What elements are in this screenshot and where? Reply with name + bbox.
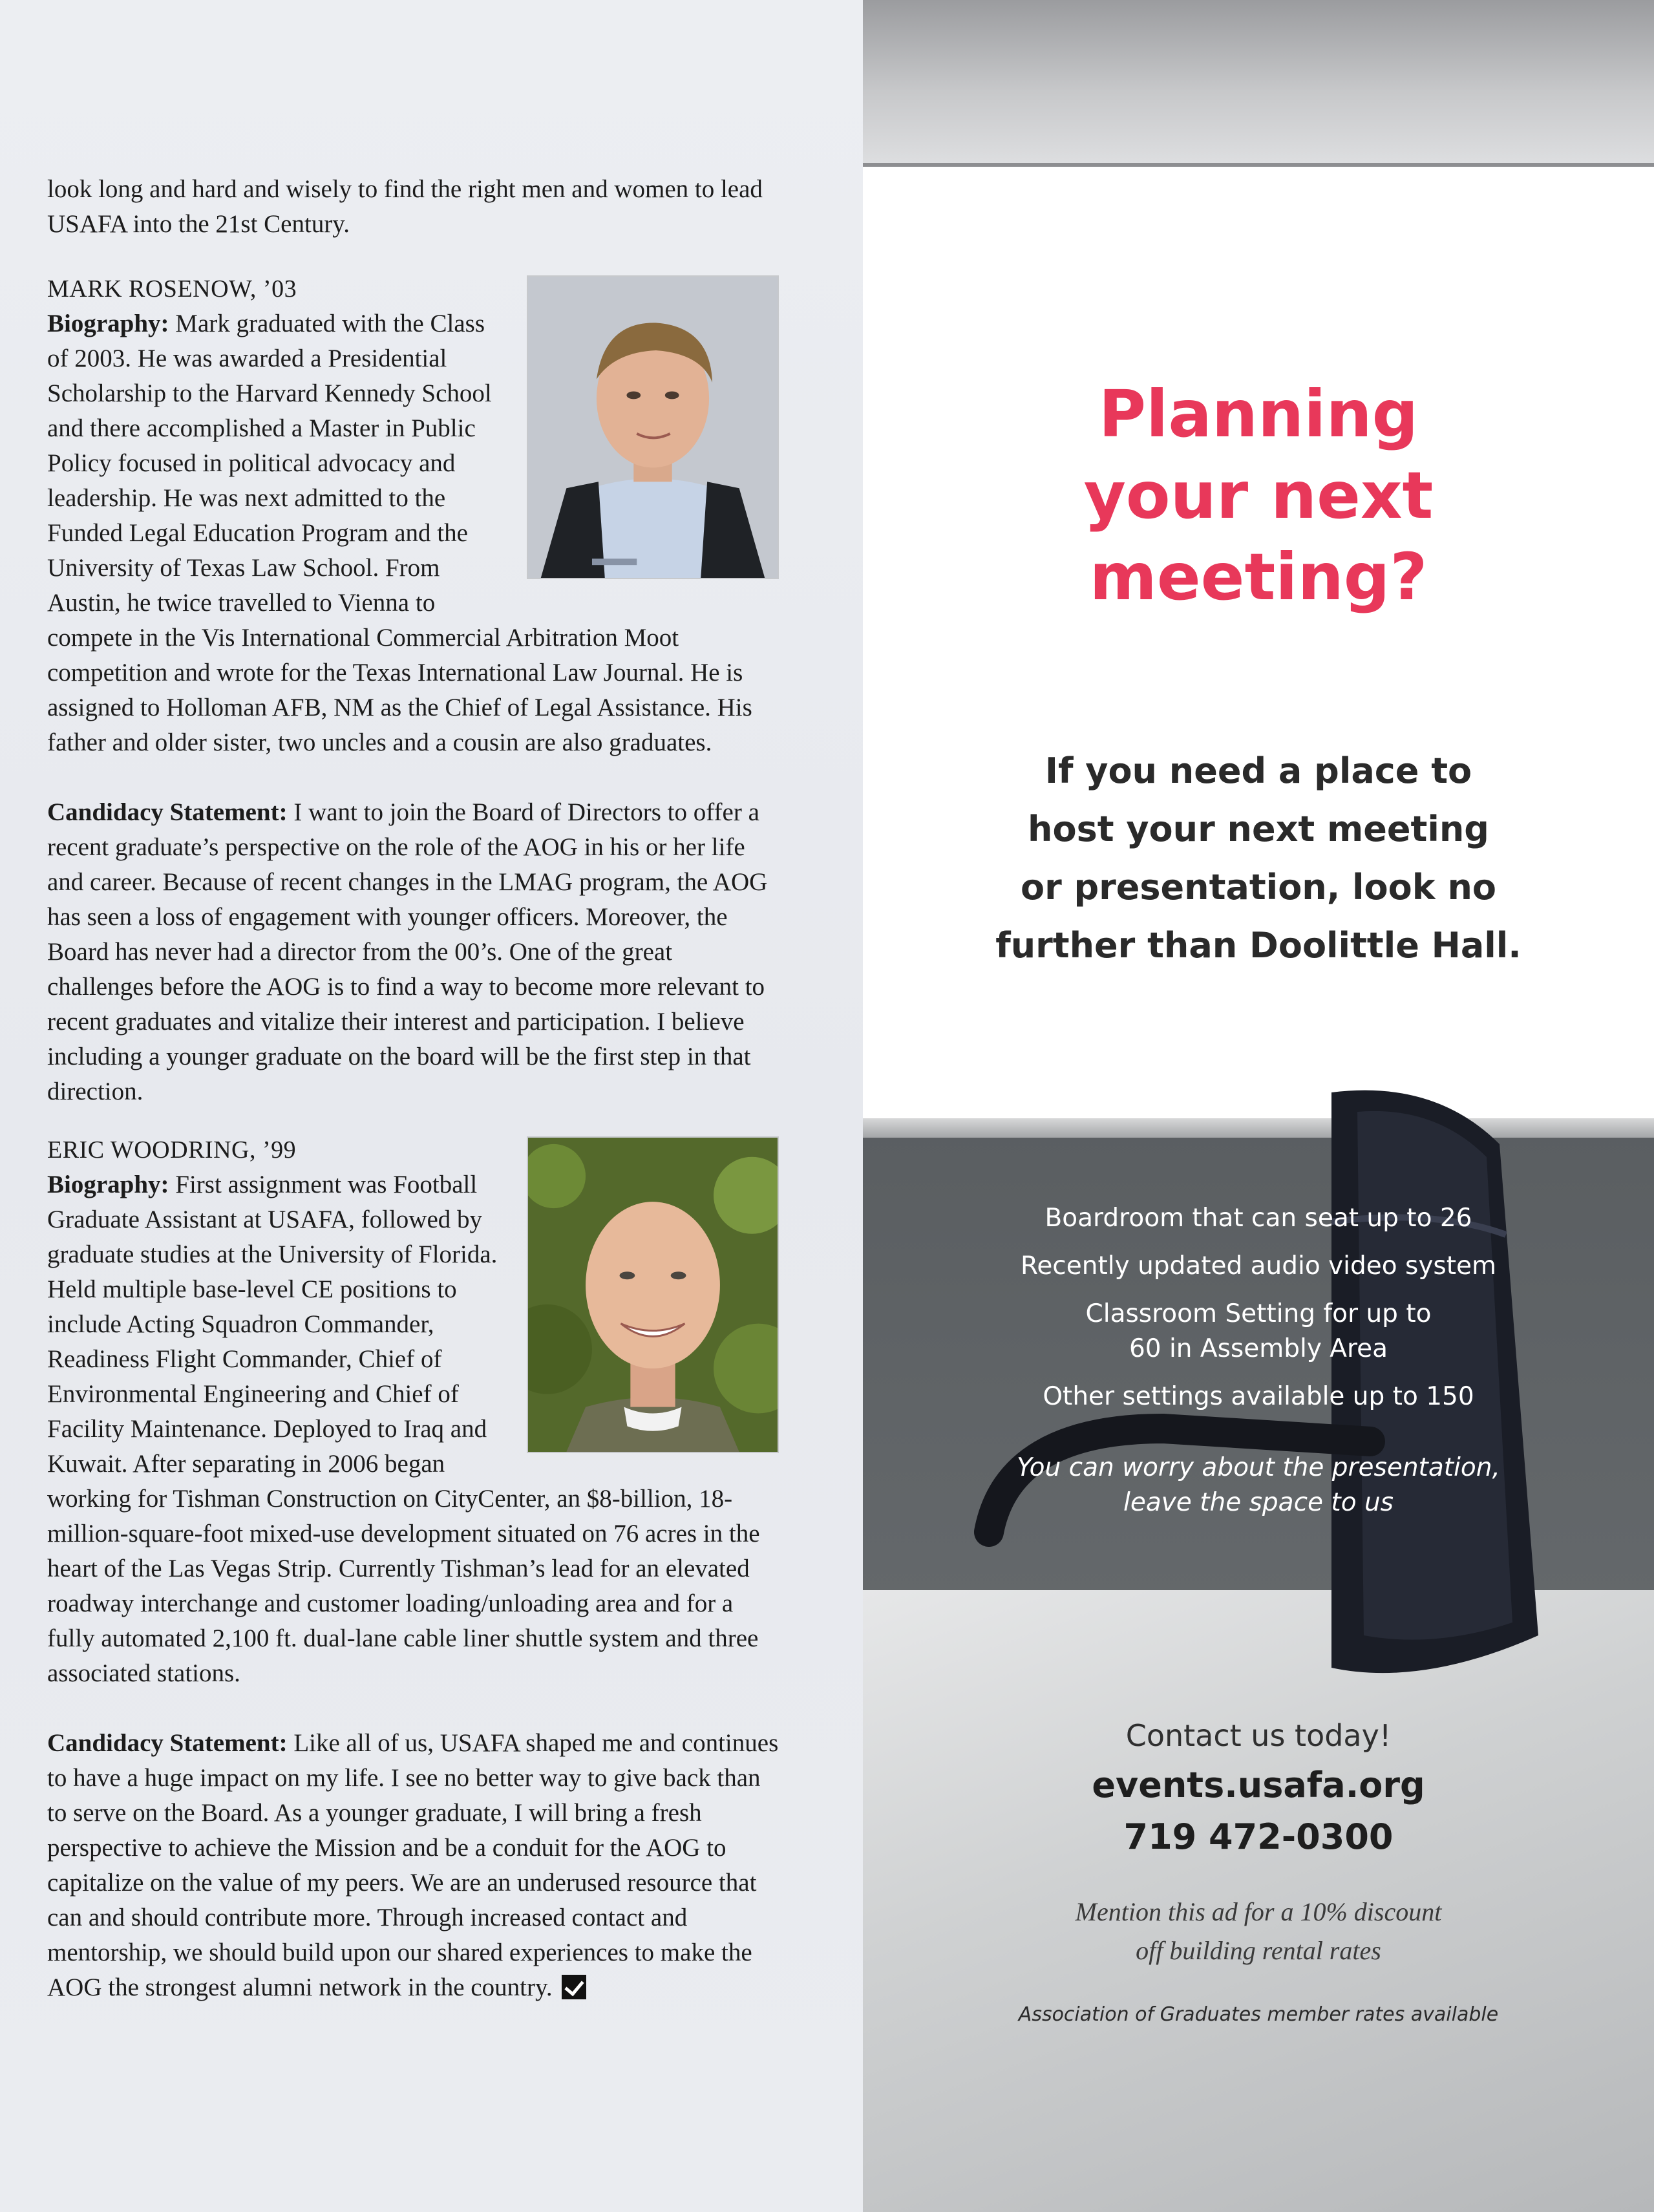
tagline-line-1: You can worry about the presentation, [1017, 1453, 1500, 1482]
candidacy-paragraph [47, 1726, 779, 2005]
phone-number[interactable]: 719 472-0300 [1123, 1816, 1394, 1857]
biography-label: Biography: [47, 1171, 169, 1198]
feature-item: Classroom Setting for up to [1085, 1299, 1432, 1328]
feature-item: 60 in Assembly Area [1129, 1334, 1388, 1363]
website-link[interactable]: events.usafa.org [1092, 1765, 1425, 1805]
candidacy-text: Like all of us, USAFA shaped me and continues to have a huge impact on my life. I see no better way to give back than to serve on the Board. As a younger graduate, I will bring a fresh perspective to achieve the Mission and be a conduit for the AOG to capitalize on the value of my peers. We are an underused resource that can and should contribute more. Through increased contact and mentorship, we should build upon our shared experiences to make the AOG the strongest alumni network in the country. [47, 1729, 779, 2001]
member-rates-note: Association of Graduates member rates available [1018, 2003, 1499, 2026]
candidacy-text: I want to join the Board of Directors to offer a recent graduate’s perspective on the role of the AOG in his or her life and career. Because of recent changes in the LMAG program, the AOG has seen a loss of engagement with younger officers. Moreover, the Board has never had a director from the 00’s. One of the great challenges before the AOG is to find a way to become more relevant to recent graduates and vitalize their interest and participation. I believe including a younger graduate on the board will be the first step in that direction. [47, 798, 768, 1105]
candidate-rosenow [47, 271, 779, 1144]
candidacy-label: Candidacy Statement: [47, 798, 288, 826]
headline-line-3: meeting? [1089, 539, 1428, 615]
candidate-name: ERIC WOODRING, ’99 [47, 1136, 297, 1164]
biography-text: First assignment was Football Graduate Assistant at USAFA, followed by graduate studies at the University of Florida. Held multiple base-level CE positions to include Acting Squadron Commander, Readiness Flight Commander, Chief of Environmental Engineering and Chief of Facility Maintenance. Deployed to Iraq and Kuwait. After separating in 2006 began working for Tishman Construction on CityCenter, an $8-billion, 18-million-square-foot mixed-use development situated on 76 acres in the heart of the Las Vegas Strip. Currently Tishman’s lead for an elevated roadway interchange and customer loading/unloading area and for a fully automated 2,100 ft. dual-lane cable liner shuttle system and three associated stations. [47, 1171, 760, 1687]
discount-line-1: Mention this ad for a 10% discount [1075, 1897, 1442, 1926]
headline-line-2: your next [1083, 458, 1434, 533]
candidacy-label: Candidacy Statement: [47, 1729, 288, 1757]
rosenow-portrait [527, 275, 779, 579]
ad-subheading [863, 742, 1654, 975]
contact-prompt: Contact us today! [1125, 1718, 1392, 1753]
ceiling-image [863, 0, 1654, 167]
intro-text: look long and hard and wisely to find the right men and women to lead USAFA into the 21st Century. [47, 175, 763, 238]
feature-item: Boardroom that can seat up to 26 [1044, 1204, 1472, 1233]
tagline-line-2: leave the space to us [1123, 1488, 1394, 1517]
discount-line-2: off building rental rates [1136, 1936, 1381, 1965]
end-mark-checkbox-icon [562, 1975, 586, 1999]
intro-paragraph [47, 172, 779, 242]
sub-line-4: further than Doolittle Hall. [995, 925, 1521, 966]
sub-line-2: host your next meeting [1028, 809, 1489, 849]
candidate-woodring [47, 1133, 779, 2040]
ad-headline [863, 374, 1654, 618]
woodring-portrait [527, 1136, 779, 1453]
headline-line-1: Planning [1098, 376, 1419, 452]
biography-text: Mark graduated with the Class of 2003. He was awarded a Presidential Scholarship to the Harvard Kennedy School and there accomplished a Master in Public Policy focused in political advocacy and leadership. He was next admitted to the Funded Legal Education Program and the University of Texas Law School. From Austin, he twice travelled to Vienna to compete in the Vis International Commercial Arbitration Moot competition and wrote for the Texas International Law Journal. He is assigned to Holloman AFB, NM as the Chief of Legal Assistance. His father and older sister, two uncles and a cousin are also graduates. [47, 310, 752, 756]
candidacy-paragraph [47, 795, 779, 1109]
sub-line-3: or presentation, look no [1020, 867, 1497, 908]
feature-item: Recently updated audio video system [1020, 1251, 1497, 1281]
discount-note [863, 1893, 1654, 1970]
sub-line-1: If you need a place to [1044, 750, 1472, 791]
biography-label: Biography: [47, 310, 169, 337]
contact-block [863, 1712, 1654, 1863]
candidate-name: MARK ROSENOW, ’03 [47, 275, 297, 303]
feature-item: Other settings available up to 150 [1043, 1382, 1474, 1411]
feature-list [863, 1201, 1654, 1520]
